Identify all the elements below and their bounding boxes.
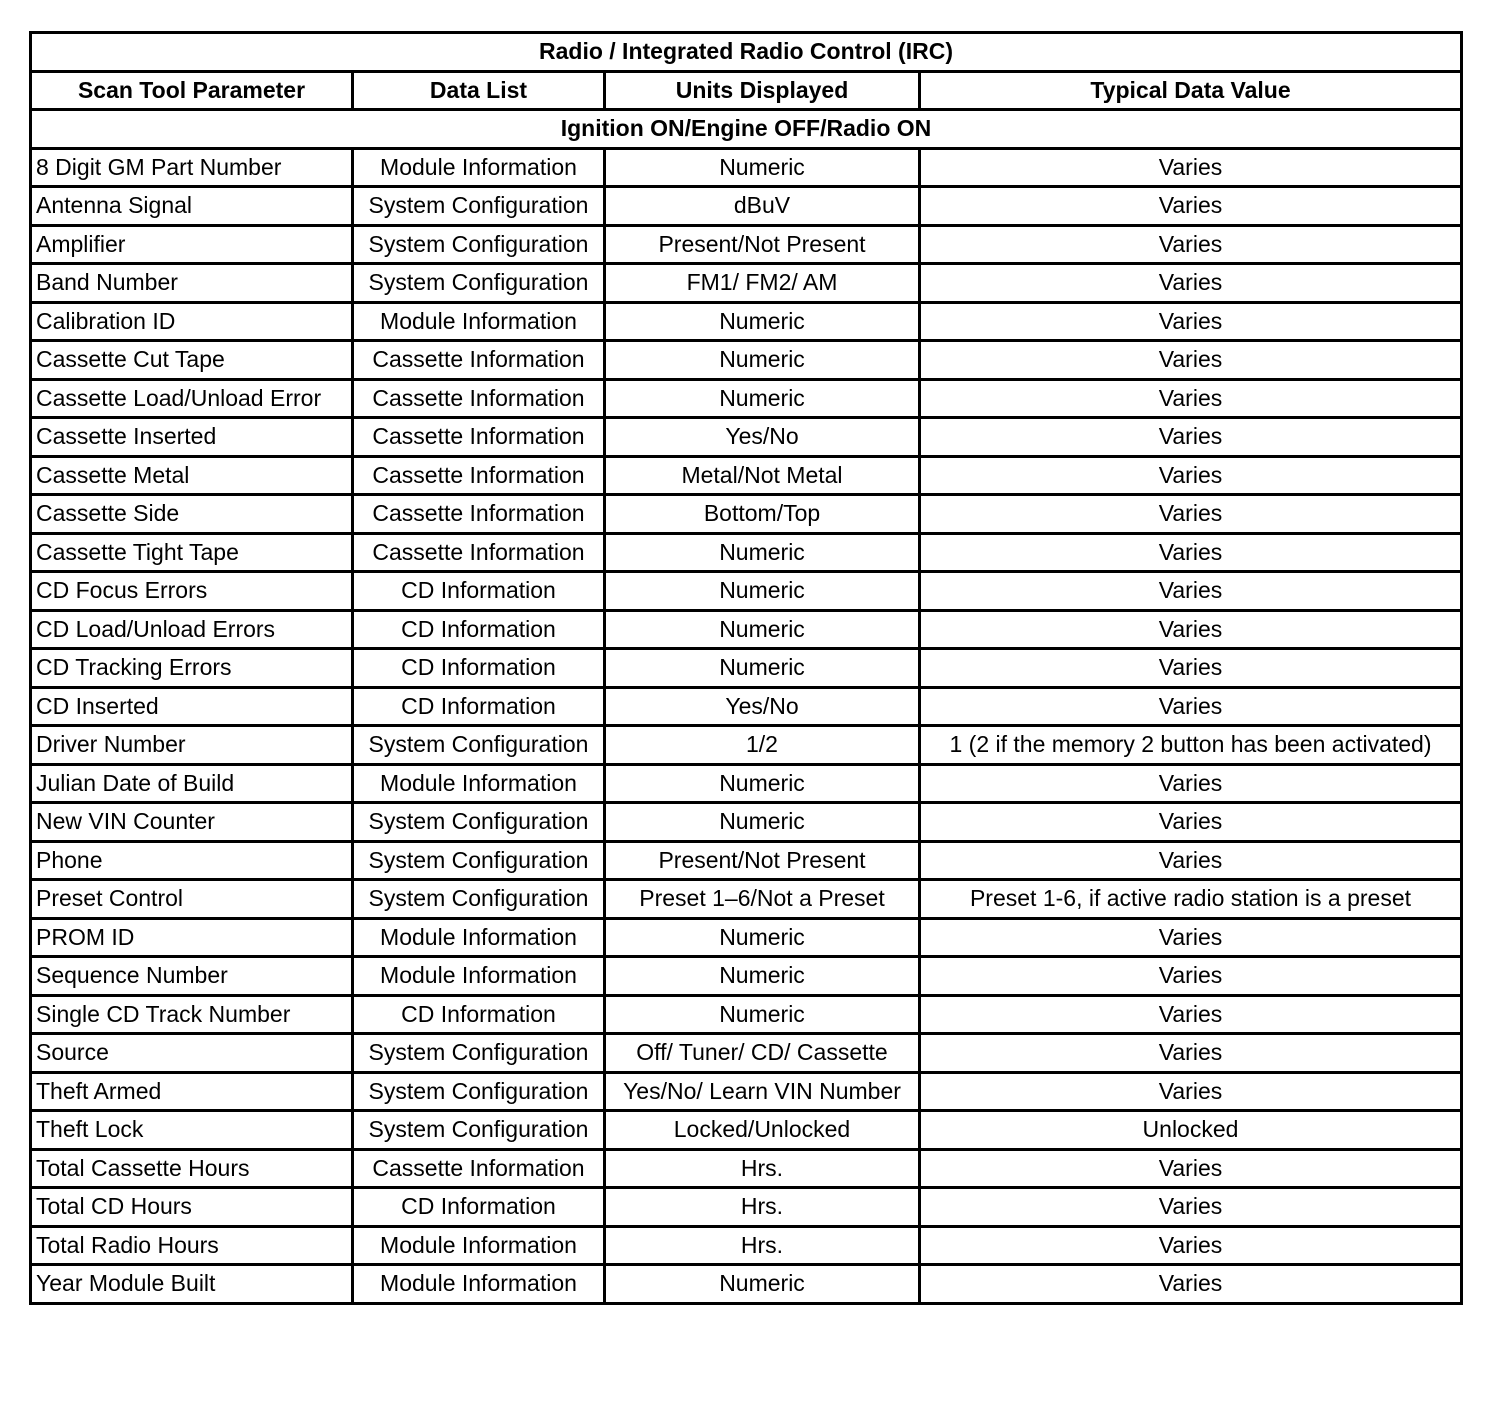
cell-units: Numeric	[605, 995, 920, 1034]
cell-data-list: CD Information	[353, 687, 605, 726]
cell-data-list: System Configuration	[353, 726, 605, 765]
cell-typical-value: Varies	[920, 495, 1462, 534]
cell-units: Yes/No	[605, 687, 920, 726]
cell-units: Numeric	[605, 610, 920, 649]
cell-typical-value: Varies	[920, 264, 1462, 303]
cell-typical-value: Varies	[920, 187, 1462, 226]
cell-typical-value: Unlocked	[920, 1111, 1462, 1150]
cell-parameter: Year Module Built	[31, 1265, 353, 1304]
cell-typical-value: Varies	[920, 803, 1462, 842]
cell-units: Numeric	[605, 533, 920, 572]
cell-typical-value: Varies	[920, 957, 1462, 996]
cell-data-list: Cassette Information	[353, 341, 605, 380]
cell-parameter: Julian Date of Build	[31, 764, 353, 803]
table-row	[31, 880, 1462, 919]
cell-data-list: Cassette Information	[353, 418, 605, 457]
cell-parameter: CD Tracking Errors	[31, 649, 353, 688]
column-header-row	[31, 71, 1462, 110]
cell-parameter: 8 Digit GM Part Number	[31, 148, 353, 187]
cell-parameter: Band Number	[31, 264, 353, 303]
cell-data-list: System Configuration	[353, 1111, 605, 1150]
cell-data-list: Module Information	[353, 302, 605, 341]
section-row	[31, 110, 1462, 149]
cell-data-list: Module Information	[353, 1265, 605, 1304]
table-row	[31, 957, 1462, 996]
cell-data-list: Cassette Information	[353, 456, 605, 495]
cell-data-list: CD Information	[353, 1188, 605, 1227]
cell-parameter: Total CD Hours	[31, 1188, 353, 1227]
table-row	[31, 803, 1462, 842]
cell-units: Hrs.	[605, 1188, 920, 1227]
cell-parameter: Phone	[31, 841, 353, 880]
cell-data-list: System Configuration	[353, 880, 605, 919]
table-title-row	[31, 33, 1462, 72]
cell-parameter: Cassette Cut Tape	[31, 341, 353, 380]
section-heading: Ignition ON/Engine OFF/Radio ON	[31, 110, 1462, 149]
header-scan-tool-parameter: Scan Tool Parameter	[31, 71, 353, 110]
table-body	[31, 148, 1462, 1303]
cell-typical-value: Varies	[920, 1149, 1462, 1188]
cell-units: 1/2	[605, 726, 920, 765]
cell-data-list: Module Information	[353, 148, 605, 187]
cell-parameter: Cassette Side	[31, 495, 353, 534]
cell-typical-value: Varies	[920, 572, 1462, 611]
cell-parameter: Cassette Load/Unload Error	[31, 379, 353, 418]
table-row	[31, 225, 1462, 264]
cell-units: Hrs.	[605, 1226, 920, 1265]
cell-parameter: Amplifier	[31, 225, 353, 264]
cell-data-list: System Configuration	[353, 187, 605, 226]
cell-data-list: CD Information	[353, 995, 605, 1034]
cell-typical-value: Varies	[920, 764, 1462, 803]
cell-typical-value: Varies	[920, 418, 1462, 457]
cell-data-list: CD Information	[353, 572, 605, 611]
cell-data-list: Module Information	[353, 957, 605, 996]
table-row	[31, 533, 1462, 572]
cell-data-list: System Configuration	[353, 1034, 605, 1073]
table-row	[31, 1072, 1462, 1111]
cell-data-list: Cassette Information	[353, 379, 605, 418]
table-row	[31, 1188, 1462, 1227]
cell-typical-value: Varies	[920, 533, 1462, 572]
cell-units: dBuV	[605, 187, 920, 226]
cell-units: Numeric	[605, 1265, 920, 1304]
cell-typical-value: Varies	[920, 379, 1462, 418]
cell-units: Present/Not Present	[605, 225, 920, 264]
cell-parameter: CD Inserted	[31, 687, 353, 726]
cell-typical-value: Varies	[920, 1265, 1462, 1304]
cell-data-list: Cassette Information	[353, 533, 605, 572]
cell-parameter: Theft Armed	[31, 1072, 353, 1111]
cell-parameter: New VIN Counter	[31, 803, 353, 842]
table-row	[31, 649, 1462, 688]
table-row	[31, 764, 1462, 803]
cell-typical-value: Varies	[920, 1034, 1462, 1073]
cell-data-list: Module Information	[353, 1226, 605, 1265]
cell-parameter: Single CD Track Number	[31, 995, 353, 1034]
cell-data-list: Cassette Information	[353, 495, 605, 534]
cell-parameter: CD Focus Errors	[31, 572, 353, 611]
cell-units: Bottom/Top	[605, 495, 920, 534]
table-row	[31, 610, 1462, 649]
cell-typical-value: Varies	[920, 610, 1462, 649]
cell-parameter: Driver Number	[31, 726, 353, 765]
table-row	[31, 1149, 1462, 1188]
cell-units: Present/Not Present	[605, 841, 920, 880]
cell-units: Preset 1–6/Not a Preset	[605, 880, 920, 919]
cell-units: Hrs.	[605, 1149, 920, 1188]
cell-units: Numeric	[605, 764, 920, 803]
table-title: Radio / Integrated Radio Control (IRC)	[31, 33, 1462, 72]
cell-data-list: Module Information	[353, 918, 605, 957]
cell-typical-value: Varies	[920, 1188, 1462, 1227]
cell-units: Numeric	[605, 918, 920, 957]
cell-data-list: Module Information	[353, 764, 605, 803]
header-typical-data-value: Typical Data Value	[920, 71, 1462, 110]
cell-typical-value: Varies	[920, 148, 1462, 187]
cell-data-list: System Configuration	[353, 1072, 605, 1111]
cell-data-list: CD Information	[353, 649, 605, 688]
cell-parameter: Cassette Tight Tape	[31, 533, 353, 572]
cell-units: Numeric	[605, 379, 920, 418]
table-row	[31, 918, 1462, 957]
table-row	[31, 456, 1462, 495]
table-row	[31, 148, 1462, 187]
cell-units: Yes/No/ Learn VIN Number	[605, 1072, 920, 1111]
table-row	[31, 341, 1462, 380]
table-row	[31, 418, 1462, 457]
cell-parameter: Calibration ID	[31, 302, 353, 341]
table-row	[31, 1265, 1462, 1304]
cell-units: Numeric	[605, 572, 920, 611]
cell-units: Numeric	[605, 803, 920, 842]
cell-units: Off/ Tuner/ CD/ Cassette	[605, 1034, 920, 1073]
cell-data-list: System Configuration	[353, 803, 605, 842]
table-row	[31, 572, 1462, 611]
header-data-list: Data List	[353, 71, 605, 110]
header-units-displayed: Units Displayed	[605, 71, 920, 110]
cell-typical-value: Varies	[920, 341, 1462, 380]
cell-typical-value: Varies	[920, 995, 1462, 1034]
table-row	[31, 379, 1462, 418]
cell-typical-value: Varies	[920, 687, 1462, 726]
table-row	[31, 495, 1462, 534]
table-row	[31, 264, 1462, 303]
cell-parameter: Total Cassette Hours	[31, 1149, 353, 1188]
cell-data-list: CD Information	[353, 610, 605, 649]
cell-typical-value: Varies	[920, 649, 1462, 688]
cell-units: Numeric	[605, 957, 920, 996]
cell-parameter: Source	[31, 1034, 353, 1073]
cell-units: Numeric	[605, 148, 920, 187]
cell-data-list: Cassette Information	[353, 1149, 605, 1188]
cell-parameter: Cassette Inserted	[31, 418, 353, 457]
cell-parameter: Preset Control	[31, 880, 353, 919]
cell-parameter: Antenna Signal	[31, 187, 353, 226]
cell-typical-value: Varies	[920, 1226, 1462, 1265]
cell-typical-value: Varies	[920, 456, 1462, 495]
cell-units: Numeric	[605, 649, 920, 688]
table-row	[31, 726, 1462, 765]
cell-data-list: System Configuration	[353, 841, 605, 880]
table-row	[31, 995, 1462, 1034]
cell-units: Metal/Not Metal	[605, 456, 920, 495]
cell-typical-value: Preset 1-6, if active radio station is a preset	[920, 880, 1462, 919]
cell-typical-value: Varies	[920, 841, 1462, 880]
cell-typical-value: 1 (2 if the memory 2 button has been activated)	[920, 726, 1462, 765]
cell-parameter: Sequence Number	[31, 957, 353, 996]
cell-parameter: Theft Lock	[31, 1111, 353, 1150]
table-row	[31, 841, 1462, 880]
cell-units: Numeric	[605, 341, 920, 380]
cell-units: FM1/ FM2/ AM	[605, 264, 920, 303]
cell-data-list: System Configuration	[353, 264, 605, 303]
cell-units: Numeric	[605, 302, 920, 341]
table-row	[31, 187, 1462, 226]
table-row	[31, 1034, 1462, 1073]
cell-parameter: Total Radio Hours	[31, 1226, 353, 1265]
cell-data-list: System Configuration	[353, 225, 605, 264]
table-row	[31, 1226, 1462, 1265]
cell-units: Yes/No	[605, 418, 920, 457]
table-row	[31, 687, 1462, 726]
table-row	[31, 302, 1462, 341]
table-row	[31, 1111, 1462, 1150]
cell-parameter: Cassette Metal	[31, 456, 353, 495]
cell-typical-value: Varies	[920, 1072, 1462, 1111]
cell-parameter: PROM ID	[31, 918, 353, 957]
cell-units: Locked/Unlocked	[605, 1111, 920, 1150]
cell-parameter: CD Load/Unload Errors	[31, 610, 353, 649]
cell-typical-value: Varies	[920, 918, 1462, 957]
scan-tool-data-table	[29, 31, 1463, 1305]
cell-typical-value: Varies	[920, 302, 1462, 341]
cell-typical-value: Varies	[920, 225, 1462, 264]
